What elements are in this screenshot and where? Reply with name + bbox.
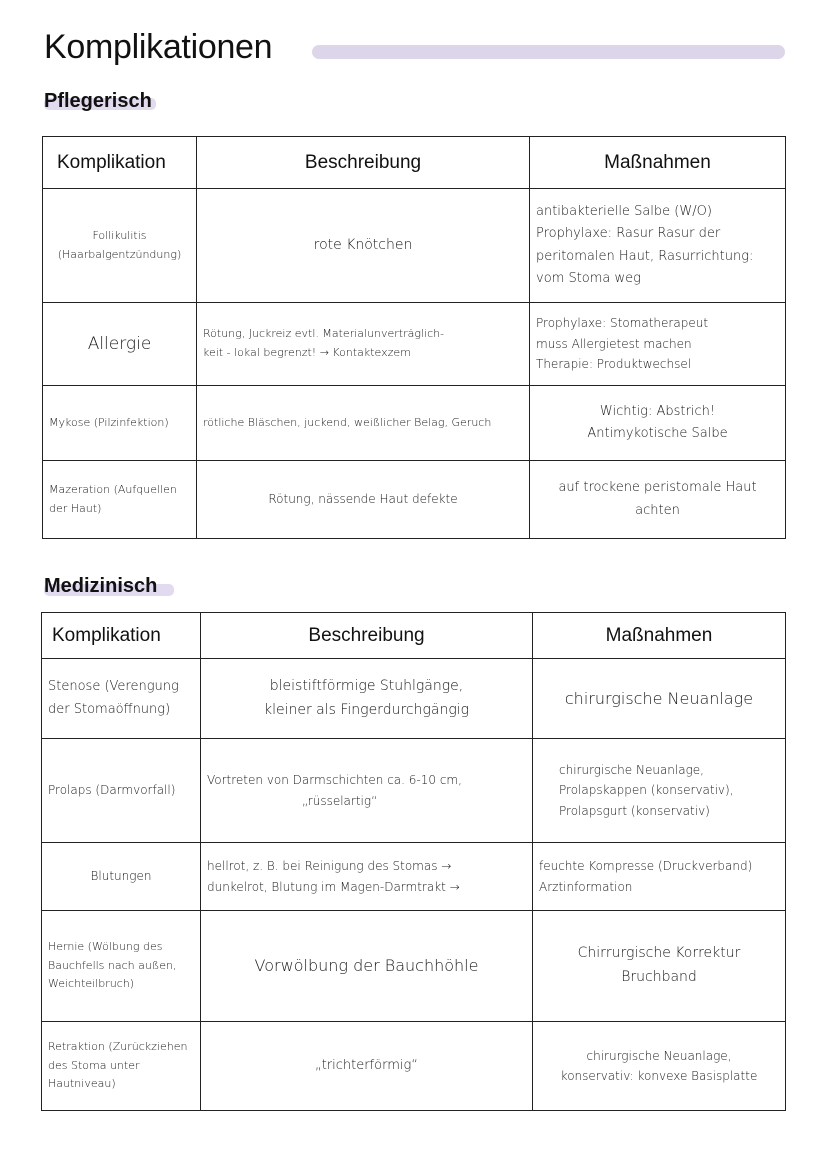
cell-line: (Haarbalgentzündung) [57,247,182,261]
cell-line: Prolapskappen (konservativ), [559,783,734,798]
header-komplikation: Komplikation [43,137,197,189]
massnahmen-cell [533,843,786,911]
beschreibung-cell [201,843,533,911]
cell-line: Prophylaxe: Stomatherapeut [536,316,709,331]
cell-line: chirurgische Neuanlage, [586,1048,732,1063]
page-title: Komplikationen [44,28,273,66]
beschreibung-cell [201,739,533,843]
cell-line: Mazeration (Aufquellen [49,482,177,496]
header-massnahmen: Maßnahmen [530,137,786,189]
cell-line: Hautniveau) [48,1077,116,1091]
cell-line: peritomalen Haut, Rasurrichtung: [536,248,754,264]
komplikation-cell [43,303,197,386]
komplikation-cell [42,739,201,843]
cell-line: Weichteilbruch) [48,977,135,991]
table-row [42,659,786,739]
cell-line: Stenose (Verengung [48,679,179,695]
cell-line: Vortreten von Darmschichten ca. 6-10 cm, [207,773,462,788]
beschreibung-cell [201,1022,533,1111]
title-highlight-bar [312,45,785,59]
massnahmen-cell [530,461,786,539]
beschreibung-cell [197,189,530,303]
massnahmen-cell [530,303,786,386]
cell-line: des Stoma unter [48,1058,140,1072]
cell-line: der Haut) [49,501,102,515]
table-header-row [43,137,786,189]
cell-line: Prophylaxe: Rasur Rasur der [536,226,721,242]
cell-line: Retraktion (Zurückziehen [48,1039,188,1053]
header-beschreibung: Beschreibung [197,137,530,189]
header-massnahmen: Maßnahmen [533,613,786,659]
cell-line: „trichterförmig“ [314,1057,419,1073]
table-row [42,911,786,1022]
beschreibung-cell [197,303,530,386]
massnahmen-cell [533,739,786,843]
komplikation-cell [42,1022,201,1111]
cell-line: Mykose (Pilzinfektion) [49,415,169,429]
cell-line: Blutungen [90,869,152,884]
table-medizinisch [41,612,786,1111]
massnahmen-cell [533,1022,786,1111]
cell-line: Rötung, nässende Haut defekte [268,492,458,507]
cell-line: Follikulitis [92,228,147,242]
table-row [42,739,786,843]
cell-line: Antimykotische Salbe [587,426,728,441]
komplikation-cell [43,461,197,539]
beschreibung-cell [197,386,530,461]
table-row [43,461,786,539]
cell-line: Arztinformation [539,879,633,894]
cell-line: chirurgische Neuanlage [564,688,754,708]
table-header-row [42,613,786,659]
cell-line: bleistiftförmige Stuhlgänge, [269,677,464,694]
komplikation-cell [43,189,197,303]
cell-line: Bauchfells nach außen, [48,958,177,972]
massnahmen-cell [530,189,786,303]
cell-line: konservativ: konvexe Basisplatte [560,1069,758,1083]
cell-line: Allergie [87,333,152,354]
table-row [43,189,786,303]
cell-line: rötliche Bläschen, juckend, weißlicher Belag, Geruch [203,415,492,429]
cell-line: antibakterielle Salbe (W/O) [536,204,712,220]
cell-line: Vorwölbung der Bauchhöhle [254,956,479,976]
cell-line: dunkelrot, Blutung im Magen-Darmtrakt → [207,879,460,894]
cell-line: feuchte Kompresse (Druckverband) [539,859,753,874]
cell-line: „rüsselartig“ [302,793,378,808]
cell-line: auf trockene peristomale Haut [558,480,757,496]
komplikation-cell [42,911,201,1022]
cell-line: kleiner als Fingerdurchgängig [263,701,470,718]
beschreibung-cell [201,659,533,739]
komplikation-cell [42,843,201,911]
cell-line: achten [635,502,680,518]
cell-line: keit - lokal begrenzt! → Kontaktexzem [203,346,411,359]
cell-line: Therapie: Produktwechsel [536,357,692,372]
cell-line: vom Stoma weg [536,270,641,286]
cell-line: der Stomaöffnung) [48,701,171,717]
section-heading-pflegerisch: Pflegerisch [44,90,152,112]
cell-line: chirurgische Neuanlage, [559,762,704,777]
table-row [43,303,786,386]
massnahmen-cell [533,659,786,739]
section-heading-medizinisch: Medizinisch [44,575,158,597]
cell-line: muss Allergietest machen [536,336,692,351]
cell-line: Hernie (Wölbung des [48,939,163,953]
cell-line: Chirrurgische Korrektur [577,945,741,962]
cell-line: Rötung, Juckreiz evtl. Materialunverträglich- [203,327,445,341]
header-komplikation: Komplikation [42,613,201,659]
table-row [43,386,786,461]
cell-line: rote Knötchen [313,236,413,253]
beschreibung-cell [197,461,530,539]
massnahmen-cell [530,386,786,461]
cell-line: Prolaps (Darmvorfall) [48,783,176,798]
cell-line: Wichtig: Abstrich! [599,403,716,419]
komplikation-cell [43,386,197,461]
beschreibung-cell [201,911,533,1022]
table-row [42,843,786,911]
table-row [42,1022,786,1111]
cell-line: hellrot, z. B. bei Reinigung des Stomas → [207,859,452,874]
header-beschreibung: Beschreibung [201,613,533,659]
cell-line: Prolapsgurt (konservativ) [559,803,710,818]
cell-line: Bruchband [621,969,697,985]
massnahmen-cell [533,911,786,1022]
komplikation-cell [42,659,201,739]
table-pflegerisch [42,136,786,539]
